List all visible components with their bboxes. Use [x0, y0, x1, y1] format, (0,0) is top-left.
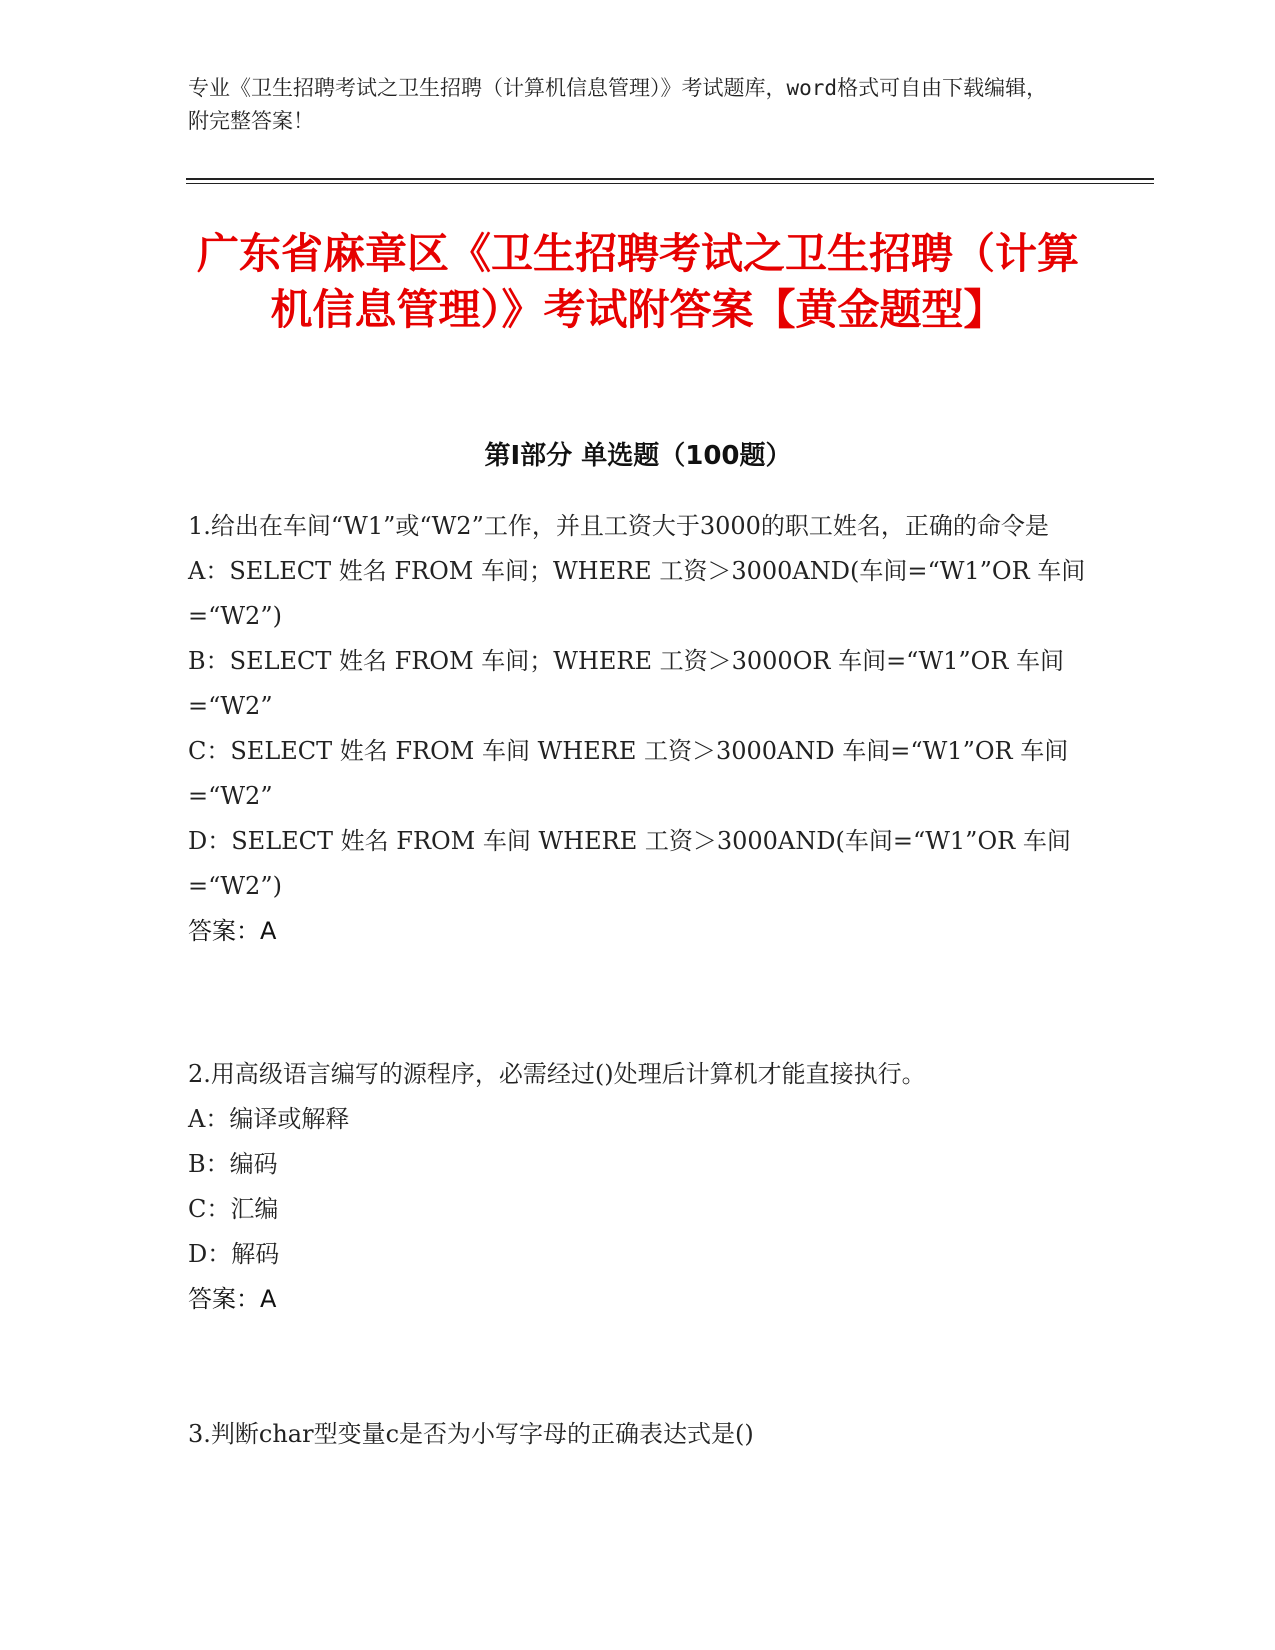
option-b: B：SELECT 姓名 FROM 车间；WHERE 工资＞3000OR 车间=“W1”OR 车间=“W2”	[188, 647, 1065, 720]
option-c: C：汇编	[188, 1195, 279, 1223]
header-note: 专业《卫生招聘考试之卫生招聘（计算机信息管理）》考试题库，word格式可自由下载编辑，附完整答案！	[188, 76, 1048, 133]
question-stem: 3.判断char型变量c是否为小写字母的正确表达式是()	[188, 1420, 754, 1448]
answer-label: 答案：A	[188, 1285, 277, 1313]
option-d: D：解码	[188, 1240, 280, 1268]
document-title: 广东省麻章区《卫生招聘考试之卫生招聘（计算机信息管理）》考试附答案【黄金题型】	[196, 229, 1079, 334]
option-a: A：SELECT 姓名 FROM 车间；WHERE 工资＞3000AND(车间=“W1”OR 车间=“W2”)	[188, 557, 1086, 630]
option-a: A：编译或解释	[188, 1105, 350, 1133]
question-2	[188, 1052, 1088, 1322]
question-stem: 2.用高级语言编写的源程序，必需经过()处理后计算机才能直接执行。	[188, 1060, 926, 1088]
option-d: D：SELECT 姓名 FROM 车间 WHERE 工资＞3000AND(车间=“W1”OR 车间=“W2”)	[188, 827, 1071, 900]
option-b: B：编码	[188, 1150, 278, 1178]
question-1	[188, 504, 1088, 954]
answer-label: 答案：A	[188, 917, 277, 945]
question-3	[188, 1412, 1088, 1457]
header-divider-thin	[186, 183, 1154, 184]
header-divider	[186, 178, 1154, 180]
question-stem: 1.给出在车间“W1”或“W2”工作，并且工资大于3000的职工姓名，正确的命令是	[188, 512, 1049, 540]
section-heading: 第I部分 单选题（100题）	[484, 441, 792, 471]
option-c: C：SELECT 姓名 FROM 车间 WHERE 工资＞3000AND 车间=“W1”OR 车间=“W2”	[188, 737, 1069, 810]
